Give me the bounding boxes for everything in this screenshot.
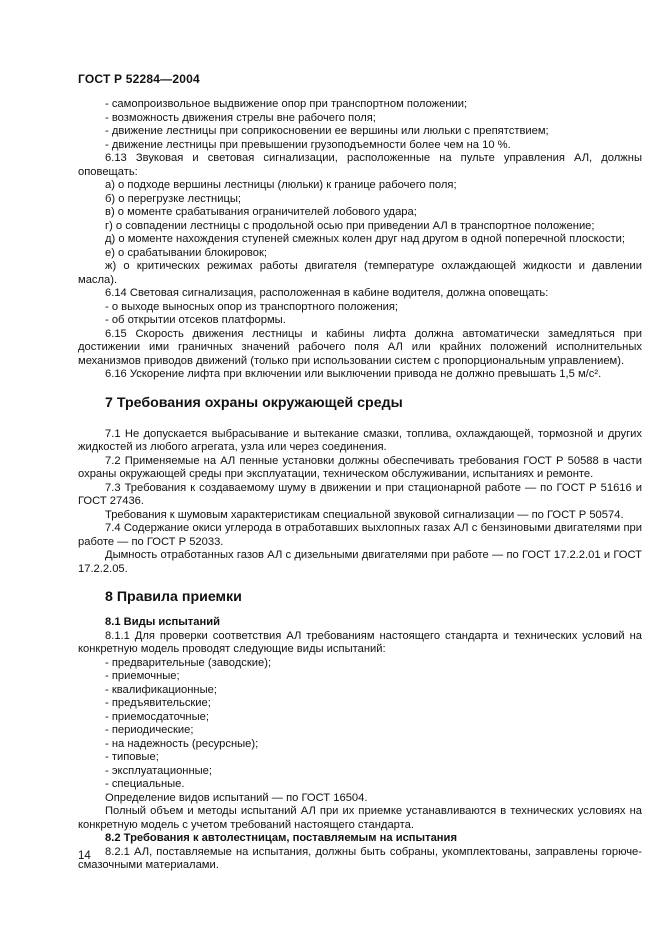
list-item: - на надежность (ресурсные); [105,737,259,750]
spacer [78,576,642,588]
list-item: а) о подходе вершины лестницы (люльки) к границе рабочего поля; [105,179,457,191]
subsection-8-1-title: 8.1 Виды испытаний [105,616,221,628]
clause-6-16: 6.16 Ускорение лифта при включении или выключении привода не должно превышать 1,5 м/с². [105,368,602,380]
list-item: - об открытии отсеков платформы. [105,314,286,326]
list-item: б) о перегрузке лестницы; [105,192,241,205]
list-item: - специальные. [105,778,185,790]
list-item: - предварительные (заводские); [105,656,272,669]
clause-8-2-1: 8.2.1 АЛ, поставляемые на испытания, должны быть собраны, укомплектованы, заправлены горюче-смазочными материалами. [78,845,642,871]
spacer [78,382,642,394]
list-item: - приемочные; [105,670,180,682]
clause-6-14: 6.14 Световая сигнализация, расположенная в кабине водителя, должна оповещать: [105,287,549,299]
spacer [78,606,642,616]
list-item: - о выходе выносных опор из транспортного положения; [105,300,399,313]
list-item: - предъявительские; [105,697,211,709]
list-item: - движение лестницы при превышении грузоподъемности более чем на 10 %. [105,138,511,151]
list-item: е) о срабатывании блокировок; [105,246,267,259]
paragraph: Полный объем и методы испытаний АЛ при их приемке устанавливаются в технических условиях на конкретную модель с учетом требований настоящего стандарта. [78,805,642,831]
page-header: ГОСТ Р 52284—2004 [78,72,200,86]
list-item: г) о совпадении лестницы с продольной осью при приведении АЛ в транспортное положение; [105,219,595,232]
list-item: - квалификационные; [105,683,217,696]
paragraph: Дымность отработанных газов АЛ с дизельными двигателями при работе — по ГОСТ 17.2.2.01 и ГОСТ 17.2.2.05. [78,549,642,575]
list-item: - эксплуатационные; [105,764,213,777]
list-item: - периодические; [105,724,194,736]
page-body [78,98,642,873]
clause-7-1: 7.1 Не допускается выбрасывание и вытекание смазки, топлива, охлаждающей, тормозной и других жидкостей из любого агрегата, узла или через соединения. [78,427,642,453]
section-7-title: 7 Требования охраны окружающей среды [105,394,403,411]
clause-7-4: 7.4 Содержание окиси углерода в отработавших выхлопных газах АЛ с бензиновыми двигателями при работе — по ГОСТ Р 52033. [78,522,642,548]
list-item: ж) о критических режимах работы двигателя (температуре охлаждающей жидкости и давлении масла). [78,260,642,286]
paragraph: Требования к шумовым характеристикам специальной звуковой сигнализации — по ГОСТ Р 50574. [105,508,624,521]
clause-7-3: 7.3 Требования к создаваемому шуму в движении и при стационарной работе — по ГОСТ Р 51616 и ГОСТ 27436. [78,481,642,507]
list-item: - движение лестницы при соприкосновении ее вершины или люльки с препятствием; [105,125,549,137]
clause-6-15: 6.15 Скорость движения лестницы и кабины лифта должна автоматически замедляться при достижении ими граничных значений рабочего поля АЛ или крайних положений исполнительных механизмов приводов движений (только при использовании систем с пропорциональным управлением). [78,327,642,367]
list-item: - приемосдаточные; [105,710,209,723]
section-8-title: 8 Правила приемки [105,589,242,605]
clause-6-13: 6.13 Звуковая и световая сигнализации, расположенные на пульте управления АЛ, должны оповещать: [78,152,642,178]
clause-7-2: 7.2 Применяемые на АЛ пенные установки должны обеспечивать требования ГОСТ Р 50588 в части охраны окружающей среды при эксплуатации, техническом обслуживании, испытаниях и ремонте. [78,454,642,480]
spacer [78,412,642,428]
list-item: в) о моменте срабатывания ограничителей лобового удара; [105,206,417,218]
list-item: д) о моменте нахождения ступеней смежных колен друг над другом в одной поперечной плоскости; [105,233,626,245]
list-item: - самопроизвольное выдвижение опор при транспортном положении; [105,98,468,110]
page-number: 14 [78,850,91,862]
list-item: - возможность движения стрелы вне рабочего поля; [105,111,376,124]
clause-8-1-1: 8.1.1 Для проверки соответствия АЛ требованиям настоящего стандарта и технических условий на конкретную модель проводят следующие виды испытаний: [78,629,642,655]
paragraph: Определение видов испытаний — по ГОСТ 16504. [105,791,368,804]
list-item: - типовые; [105,751,159,763]
subsection-8-2-title: 8.2 Требования к автолестницам, поставляемым на испытания [105,832,457,844]
